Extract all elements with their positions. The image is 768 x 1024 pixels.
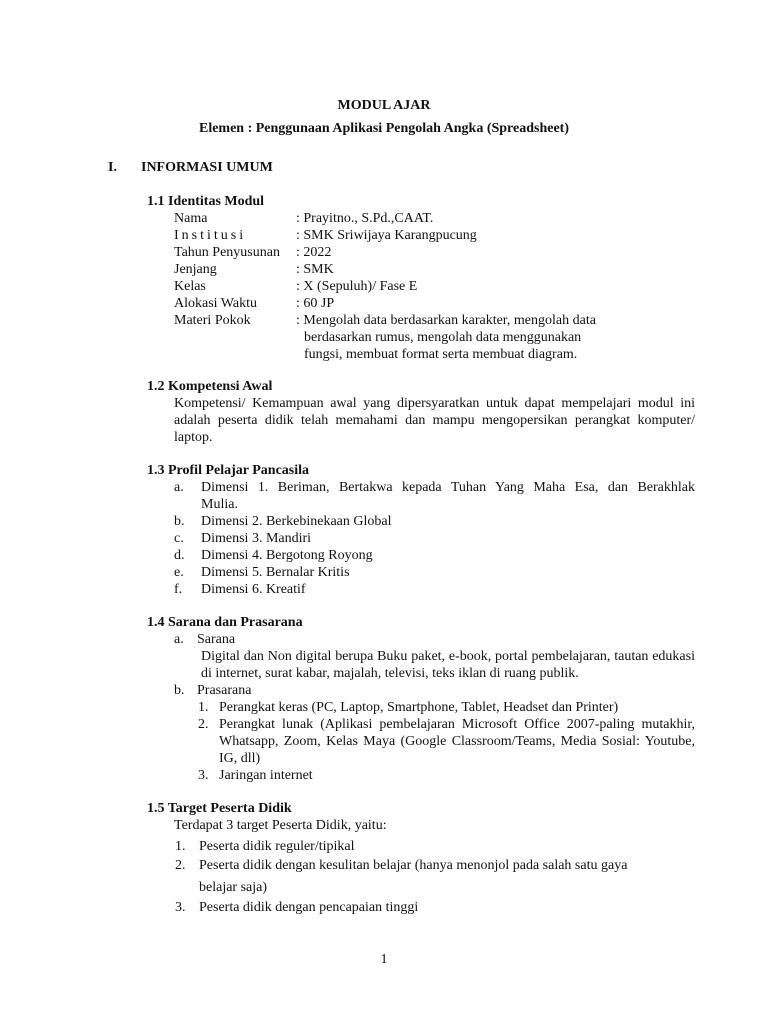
list-marker: 2. [198,717,209,732]
list-marker: e. [174,565,184,580]
identitas-key: Tahun Penyusunan [174,245,280,260]
identitas-value: : Prayitno., S.Pd.,CAAT. [296,211,434,226]
list-item: Perangkat keras (PC, Laptop, Smartphone, Tablet, Headset dan Printer) [219,700,619,715]
list-marker: c. [174,531,184,546]
list-item: Dimensi 5. Bernalar Kritis [201,565,350,580]
identitas-key: Materi Pokok [174,313,251,328]
section-number: I. [108,160,117,175]
identitas-value: : X (Sepuluh)/ Fase E [296,279,418,294]
section-title: INFORMASI UMUM [141,160,273,175]
list-marker: d. [174,548,185,563]
prasarana-label: Prasarana [197,683,252,698]
kompetensi-awal-text: Kompetensi/ Kemampuan awal yang dipersyaratkan untuk dapat mempelajari modul ini adalah peserta didik telah memahami dan mampu mengopersikan perangkat komputer/ laptop. [174,396,695,445]
identitas-key: Alokasi Waktu [174,296,257,311]
list-marker: 2. [175,858,186,873]
list-item: Dimensi 3. Mandiri [201,531,312,546]
page-number: 1 [380,952,388,967]
identitas-value: : 60 JP [296,296,335,311]
identitas-key: Institusi [174,228,247,243]
list-item: Dimensi 4. Bergotong Royong [201,548,373,563]
list-item-continuation: Mulia. [201,497,238,512]
heading-target-peserta: 1.5 Target Peserta Didik [147,801,292,816]
identitas-key: Kelas [174,279,206,294]
sarana-text: Digital dan Non digital berupa Buku paket, e-book, portal pembelajaran, tautan edukasi di internet, surat kabar, majalah, televisi, teks iklan di ruang publik. [201,649,695,681]
list-marker: b. [174,514,185,529]
list-marker: f. [174,582,183,597]
identitas-value: : Mengolah data berdasarkan karakter, mengolah data [296,313,596,328]
list-item: Jaringan internet [219,768,313,783]
list-item: Peserta didik reguler/tipikal [199,839,355,854]
list-marker: 1. [175,839,186,854]
identitas-value: : SMK Sriwijaya Karangpucung [296,228,477,243]
heading-kompetensi-awal: 1.2 Kompetensi Awal [147,379,273,394]
materi-pokok-continuation: fungsi, membuat format serta membuat diagram. [304,347,578,362]
list-item-continuation: belajar saja) [199,880,268,895]
identitas-value: : SMK [296,262,334,277]
sarana-label: Sarana [197,632,236,647]
list-item: Perangkat lunak (Aplikasi pembelajaran Microsoft Office 2007-paling mutakhir, Whatsapp, Zoom, Kelas Maya (Google Classroom/Teams, Media Sosial: Youtube, IG, dll) [219,717,695,766]
list-item: Peserta didik dengan pencapaian tinggi [199,900,419,915]
heading-identitas-modul: 1.1 Identitas Modul [147,194,265,209]
document-subtitle: Elemen : Penggunaan Aplikasi Pengolah Angka (Spreadsheet) [198,121,570,136]
list-marker: 3. [175,900,186,915]
list-marker: b. [174,683,185,698]
document-title: MODUL AJAR [337,98,431,113]
list-item: Dimensi 1. Beriman, Bertakwa kepada Tuhan Yang Maha Esa, dan Berakhlak [201,480,695,495]
list-marker: 3. [198,768,209,783]
identitas-key: Nama [174,211,208,226]
heading-sarana-prasarana: 1.4 Sarana dan Prasarana [147,615,303,630]
list-item: Peserta didik dengan kesulitan belajar (hanya menonjol pada salah satu gaya [199,858,628,873]
list-marker: a. [174,632,184,647]
list-marker: a. [174,480,184,495]
identitas-key: Jenjang [174,262,217,277]
heading-profil-pelajar: 1.3 Profil Pelajar Pancasila [147,463,310,478]
list-item: Dimensi 6. Kreatif [201,582,306,597]
target-intro: Terdapat 3 target Peserta Didik, yaitu: [174,818,387,833]
materi-pokok-continuation: berdasarkan rumus, mengolah data menggunakan [304,330,582,345]
list-item: Dimensi 2. Berkebinekaan Global [201,514,392,529]
list-marker: 1. [198,700,209,715]
identitas-value: : 2022 [296,245,332,260]
